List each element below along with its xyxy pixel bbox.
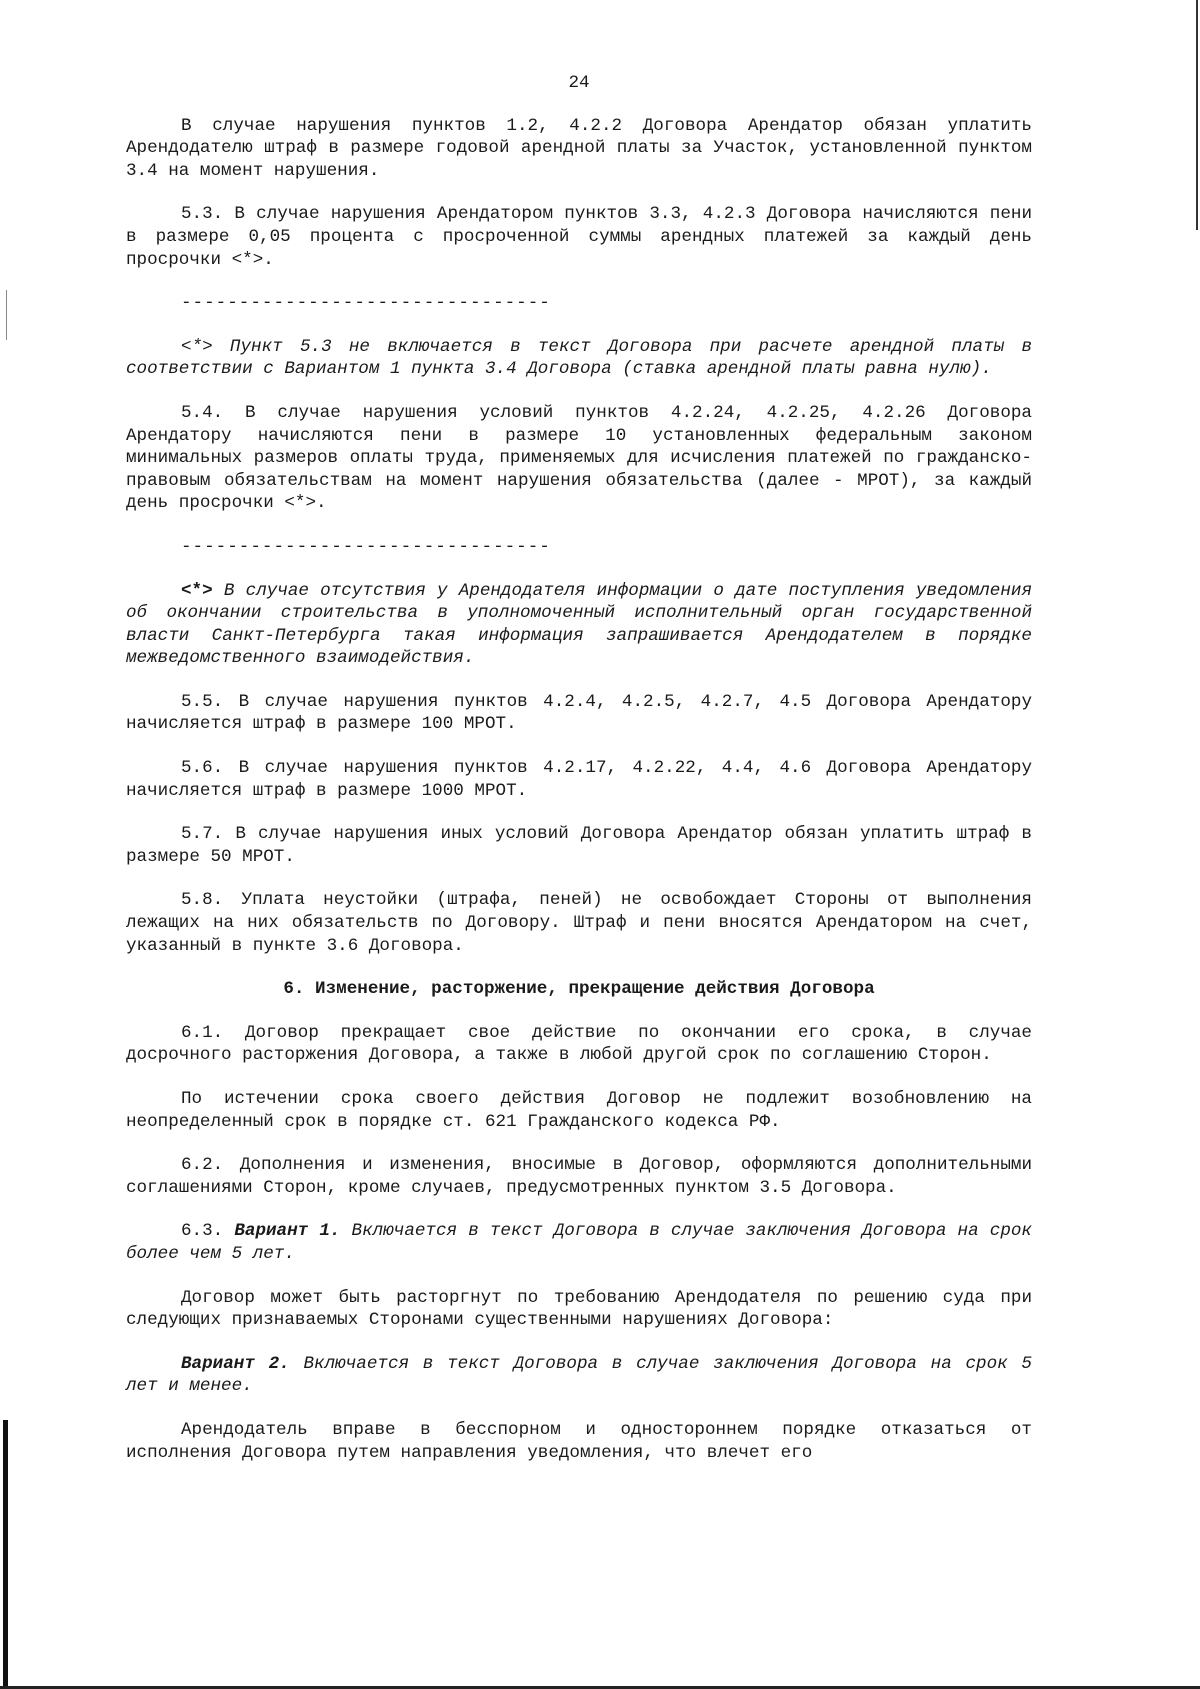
footnote-separator-2: -------------------------------- <box>181 536 551 557</box>
paragraph-5-5: 5.5. В случае нарушения пунктов 4.2.4, 4.2.5, 4.2.7, 4.5 Договора Арендатору начисляется штраф в размере 100 МРОТ. <box>126 691 1032 735</box>
variant-2-text: Включается в текст Договора в случае заключения Договора на срок 5 лет и менее. <box>126 1353 1032 1397</box>
paragraph-5-6: 5.6. В случае нарушения пунктов 4.2.17, 4.2.22, 4.4, 4.6 Договора Арендатору начисляется штраф в размере 1000 МРОТ. <box>126 758 1032 801</box>
paragraph-5-2-penalty: В случае нарушения пунктов 1.2, 4.2.2 Договора Арендатор обязан уплатить Арендодателю штраф в размере годовой арендной платы за Участок, установленной пунктом 3.4 на момент нарушения. <box>126 115 1032 181</box>
variant-1-text: Включается в текст Договора в случае заключения Договора на срок более чем 5 лет. <box>126 1221 1032 1264</box>
variant-1-label: Вариант 1. <box>234 1221 341 1242</box>
section-6-heading: 6. Изменение, расторжение, прекращение действия Договора <box>283 979 875 1000</box>
footnote-5-4-text: В случае отсутствия у Арендодателя информации о дате поступления уведомления об окончании строительства в уполномоченный исполнительный орган государственной власти Санкт-Петербурга такая информация запрашивается Арендодателем в порядке межведомственного взаимодействия. <box>126 580 1033 669</box>
paragraph-5-3: 5.3. В случае нарушения Арендатором пунктов 3.3, 4.2.3 Договора начисляются пени в размере 0,05 процента с просроченной суммы арендных платежей за каждый день просрочки <*>. <box>126 204 1032 270</box>
paragraph-6-1: 6.1. Договор прекращает свое действие по окончании его срока, в случае досрочного расторжения Договора, а также в любой другой срок по соглашению Сторон. <box>126 1022 1032 1066</box>
paragraph-5-7: 5.7. В случае нарушения иных условий Договора Арендатор обязан уплатить штраф в размере 50 МРОТ. <box>126 824 1032 867</box>
footnote-separator: -------------------------------- <box>181 293 551 314</box>
scan-edge-right <box>1196 0 1198 230</box>
scan-mark-left <box>6 290 7 340</box>
footnote-mark: <*> <box>181 580 213 601</box>
page-number: 24 <box>568 73 590 93</box>
paragraph-5-4: 5.4. В случае нарушения условий пунктов 4.2.24, 4.2.25, 4.2.26 Договора Арендатору начисляются пени в размере 10 установленных федеральным законом минимальных размеров оплаты труда, применяемых для исчисления платежей по гражданско-правовым обязательствам на момент нарушения обязательства (далее - МРОТ), за каждый день просрочки <*>. <box>126 402 1032 514</box>
paragraph-last: Арендодатель вправе в бесспорном и одностороннем порядке отказаться от исполнения Договора путем направления уведомления, что влечет его <box>126 1419 1032 1463</box>
footnote-5-4 <box>126 580 1032 670</box>
paragraph-6-2: 6.2. Дополнения и изменения, вносимые в Договор, оформляются дополнительными соглашениями Сторон, кроме случаев, предусмотренных пунктом 3.5 Договора. <box>126 1155 1032 1198</box>
scan-edge-left <box>3 1420 8 1689</box>
variant-2 <box>126 1353 1032 1398</box>
paragraph-5-8: 5.8. Уплата неустойки (штрафа, пеней) не освобождает Стороны от выполнения лежащих на них обязательств по Договору. Штраф и пени вносятся Арендатором на счет, указанный в пункте 3.6 Договора. <box>126 890 1032 956</box>
paragraph-6-3 <box>126 1220 1032 1265</box>
paragraph-6-3-number: 6.3. <box>181 1221 224 1242</box>
paragraph-6-1-continued: По истечении срока своего действия Договор не подлежит возобновлению на неопределенный срок в порядке ст. 621 Гражданского кодекса РФ. <box>126 1089 1032 1132</box>
document-page <box>126 72 1032 1485</box>
variant-2-label: Вариант 2. <box>181 1353 290 1374</box>
paragraph-6-3-continued: Договор может быть расторгнут по требованию Арендодателя по решению суда при следующих признаваемых Сторонами существенными нарушениях Договора: <box>126 1287 1032 1331</box>
footnote-5-3: <*> Пункт 5.3 не включается в текст Договора при расчете арендной платы в соответствии с Вариантом 1 пункта 3.4 Договора (ставка арендной платы равна нулю). <box>126 336 1032 380</box>
